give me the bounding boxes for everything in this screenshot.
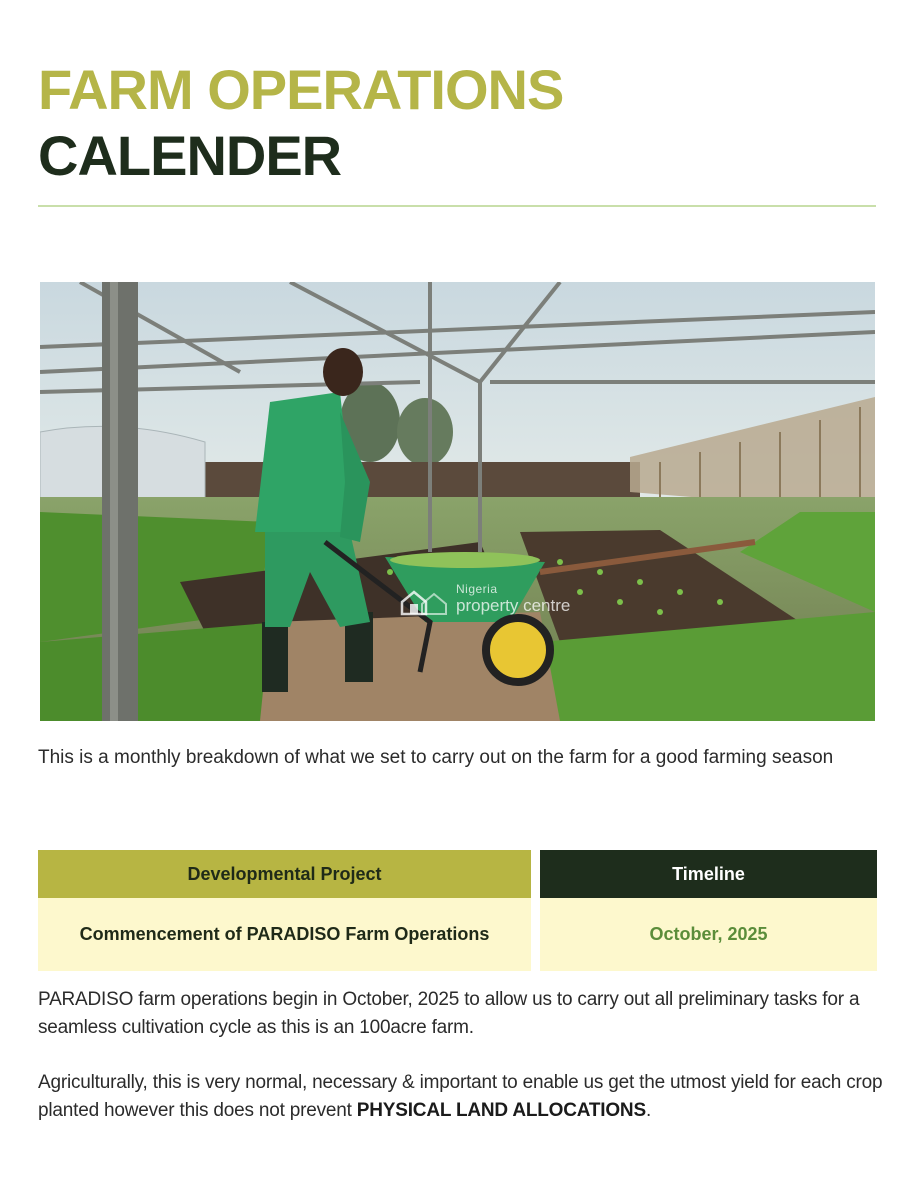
table-header-project: Developmental Project [38,850,531,898]
paragraph-2-text: Agriculturally, this is very normal, necessary & important to enable us get the utmost yield for each crop planted however this does not prevent [38,1072,883,1121]
intro-text: This is a monthly breakdown of what we set to carry out on the farm for a good farming season [38,747,834,768]
watermark-country: Nigeria [456,582,498,596]
photo-illustration [40,282,875,721]
watermark [400,582,630,622]
table-cell-timeline: October, 2025 [540,898,877,971]
table-cell-project: Commencement of PARADISO Farm Operations [38,898,531,971]
body-paragraph-2 [38,1069,883,1125]
watermark-brand: property centre [456,596,571,615]
page-title [38,58,564,187]
title-divider [38,205,876,207]
house-icon [400,588,448,616]
title-line-2: CALENDER [38,124,342,187]
body-paragraph-1: PARADISO farm operations begin in October, 2025 to allow us to carry out all preliminary tasks for a seamless cultivation cycle as this is an 100acre farm. [38,989,860,1038]
greenhouse-photo [40,282,875,721]
paragraph-2-bold: PHYSICAL LAND ALLOCATIONS [356,1100,646,1121]
title-line-1: FARM OPERATIONS [38,58,564,121]
paragraph-2-end: . [645,1100,652,1121]
table-header-timeline: Timeline [540,850,877,898]
